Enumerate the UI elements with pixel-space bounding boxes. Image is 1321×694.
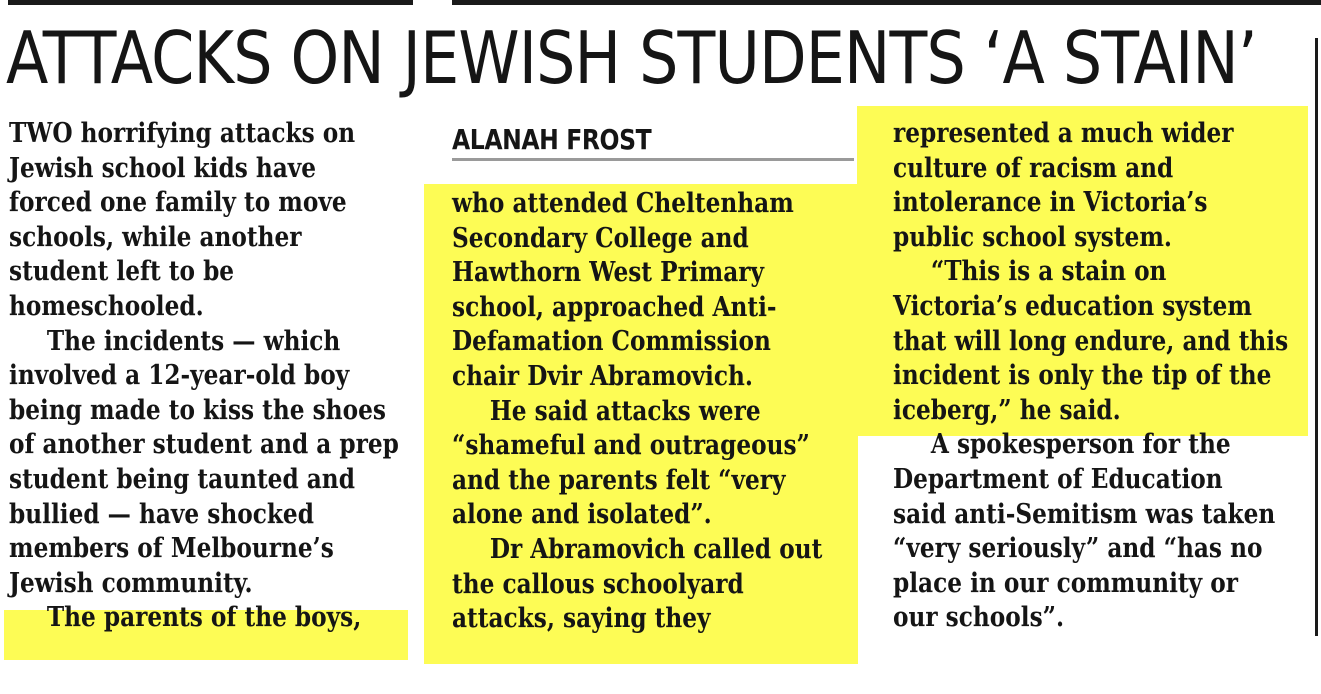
text-line: of another student and a prep — [9, 429, 399, 461]
text-line: Department of Education — [893, 463, 1223, 495]
text-line: chair Dvir Abramovich. — [452, 360, 753, 392]
text-line: student being taunted and — [9, 463, 355, 495]
text-line: Hawthorn West Primary — [452, 257, 764, 289]
byline: ALANAH FROST — [452, 123, 652, 156]
text-line: Defamation Commission — [452, 326, 771, 358]
text-line: said anti-Semitism was taken — [893, 498, 1276, 530]
text-line: alone and isolated”. — [452, 499, 712, 531]
text-line: “very seriously” and “has no — [893, 533, 1263, 565]
text-line: bullied — have shocked — [9, 498, 314, 530]
text-line: public school system. — [893, 221, 1172, 253]
top-rule-right — [452, 0, 1321, 5]
text-line: incident is only the tip of the — [893, 360, 1272, 392]
text-line: iceberg,” he said. — [893, 394, 1121, 426]
text-line: represented a much wider — [893, 118, 1234, 149]
text-line: being made to kiss the shoes — [9, 394, 386, 426]
text-line: place in our community or — [893, 567, 1238, 599]
text-line: student left to be — [9, 256, 235, 288]
text-line: Jewish community. — [9, 567, 253, 599]
column-3 — [893, 117, 1306, 636]
text-line: our schools”. — [893, 602, 1065, 634]
text-line: intolerance in Victoria’s — [893, 187, 1208, 219]
text-line: Secondary College and — [452, 222, 749, 254]
top-rule-left — [8, 0, 413, 5]
text-line: He said attacks were — [489, 395, 761, 427]
text-line: who attended Cheltenham — [452, 188, 794, 219]
column-1 — [9, 117, 413, 636]
text-line: A spokesperson for the — [930, 429, 1231, 461]
text-line: Victoria’s education system — [893, 290, 1252, 322]
text-line: schools, while another — [9, 221, 302, 253]
text-line: culture of racism and — [893, 152, 1174, 184]
text-line: “shameful and outrageous” — [452, 430, 810, 462]
text-line: and the parents felt “very — [452, 464, 786, 496]
text-line: The parents of the boys, — [46, 602, 362, 634]
text-line: school, approached Anti- — [452, 291, 777, 323]
text-line: “This is a stain on — [930, 256, 1167, 288]
text-line: attacks, saying they — [452, 603, 711, 635]
byline-rule — [452, 158, 854, 161]
text-line: the callous schoolyard — [452, 568, 744, 600]
text-line: Dr Abramovich called out — [489, 533, 823, 565]
text-line: homeschooled. — [9, 290, 204, 322]
text-line: TWO horrifying attacks on — [9, 118, 356, 149]
text-line: involved a 12-year-old boy — [9, 360, 350, 392]
text-line: Jewish school kids have — [9, 152, 317, 184]
column-2 — [452, 187, 861, 637]
text-line: that will long endure, and this — [893, 325, 1289, 357]
column-rule-right — [1315, 38, 1318, 636]
text-line: forced one family to move — [9, 187, 347, 219]
headline: ATTACKS ON JEWISH STUDENTS ‘A STAIN’ — [6, 16, 1257, 100]
text-line: The incidents — which — [46, 325, 341, 357]
text-line: members of Melbourne’s — [9, 533, 334, 565]
